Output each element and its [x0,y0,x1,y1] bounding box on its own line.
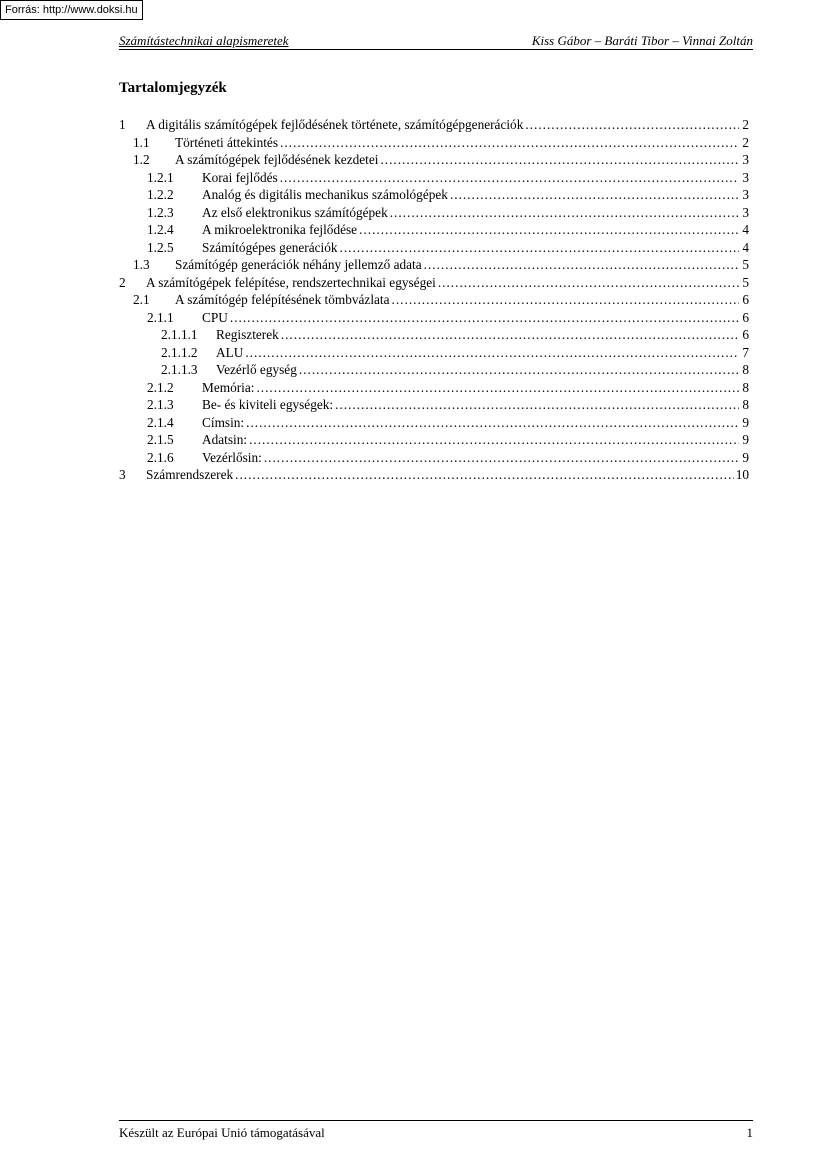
page-footer [119,1120,753,1141]
toc-entry-number: 2.1.1.2 [161,344,198,360]
toc-entry-number: 3 [119,467,126,482]
source-label: Forrás: http://www.doksi.hu [0,0,143,20]
header-authors: Kiss Gábor – Baráti Tibor – Vinnai Zoltán [531,33,753,48]
toc-entry-title: A számítógép felépítésének tömbvázlata [175,292,390,307]
toc-entry-title: Memória: [202,379,255,395]
toc-dot-leader [249,432,739,448]
toc-entry-page: 6 [742,292,749,307]
toc-entry-title: Számrendszerek [146,467,234,482]
toc-entry-page: 9 [742,432,749,447]
toc-entry-title: Történeti áttekintés [175,134,279,150]
toc-entry-title: ALU [216,344,244,360]
toc-entry-number: 1.2.1 [147,169,174,185]
toc-dot-leader [230,310,739,326]
toc-entry-number: 1.2 [133,152,150,167]
toc-entry[interactable] [119,257,749,275]
toc-entry-page: 6 [742,309,749,325]
toc-entry[interactable] [119,380,749,398]
toc-entry-number: 2.1 [133,292,150,307]
toc-dot-leader [256,380,739,396]
header-left-title: Számítástechnikai alapismeretek [119,33,289,48]
toc-entry-page: 4 [742,222,749,237]
toc-entry-page: 2 [742,134,749,150]
toc-entry[interactable] [119,170,749,188]
toc-entry[interactable] [119,450,749,468]
toc-entry-title: Vezérlősin: [202,449,262,465]
toc-entry-title: Számítógépes generációk [202,239,338,255]
toc-title: Tartalomjegyzék [119,80,227,96]
toc-entry-number: 1.3 [133,257,150,272]
toc-dot-leader [235,467,734,483]
toc-entry-page: 5 [742,274,749,290]
toc-entry[interactable] [119,152,749,170]
toc-entry-page: 9 [742,414,749,430]
toc-entry-number: 2.1.5 [147,432,174,447]
toc-entry-page: 3 [742,169,749,185]
toc-entry-number: 2.1.1 [147,309,174,325]
toc-dot-leader [280,135,739,151]
toc-entry-page: 10 [735,467,749,482]
toc-entry[interactable] [119,310,749,328]
toc-dot-leader [335,397,739,413]
toc-entry-title: Számítógép generációk néhány jellemző adata [175,257,422,272]
toc-entry-number: 2.1.3 [147,397,174,412]
toc-entry-number: 1.2.4 [147,222,174,237]
toc-entry-page: 8 [742,397,749,412]
toc-dot-leader [264,450,739,466]
toc-dot-leader [281,327,739,343]
toc-entry-number: 2.1.2 [147,379,174,395]
toc-entry[interactable] [119,415,749,433]
toc-entry-title: A számítógépek felépítése, rendszertechnikai egységei [146,274,436,290]
toc-entry-title: Címsin: [202,414,245,430]
toc-entry[interactable] [119,187,749,205]
toc-entry[interactable] [119,397,749,415]
toc-dot-leader [438,275,739,291]
toc-dot-leader [392,292,739,308]
toc-entry-title: Be- és kiviteli egységek: [202,397,334,412]
toc-entry-title: Korai fejlődés [202,169,278,185]
toc-entry[interactable] [119,327,749,345]
toc-entry-page: 9 [742,449,749,465]
toc-dot-leader [525,117,739,133]
toc-entry-title: Analóg és digitális mechanikus számológépek [202,187,448,202]
toc-entry-number: 1.2.3 [147,204,174,220]
toc-entry-title: A számítógépek fejlődésének kezdetei [175,152,379,167]
toc-dot-leader [450,187,739,203]
toc-dot-leader [424,257,739,273]
toc-entry-title: Az első elektronikus számítógépek [202,204,388,220]
toc-entry-number: 1.2.2 [147,187,174,202]
toc-entry[interactable] [119,467,749,485]
toc-entry-page: 7 [742,344,749,360]
toc-entry-title: Regiszterek [216,327,279,342]
toc-entry[interactable] [119,292,749,310]
toc-entry[interactable] [119,362,749,380]
page-number: 1 [746,1125,753,1140]
toc-entry[interactable] [119,275,749,293]
toc-entry[interactable] [119,222,749,240]
toc-dot-leader [246,415,739,431]
toc-entry-page: 4 [742,239,749,255]
toc-entry-number: 1.2.5 [147,239,174,255]
toc-entry-page: 5 [742,257,749,272]
table-of-contents [119,117,749,485]
toc-entry-number: 2.1.6 [147,449,174,465]
toc-entry-title: Adatsin: [202,432,248,447]
toc-entry[interactable] [119,345,749,363]
toc-dot-leader [340,240,739,256]
toc-entry-page: 8 [742,379,749,395]
toc-entry[interactable] [119,432,749,450]
toc-entry-number: 1.1 [133,134,150,150]
toc-entry-page: 2 [742,117,749,132]
toc-entry-page: 8 [742,362,749,377]
toc-entry-page: 6 [742,327,749,342]
toc-entry-title: Vezérlő egység [216,362,297,377]
toc-entry[interactable] [119,135,749,153]
toc-dot-leader [299,362,739,378]
toc-dot-leader [359,222,739,238]
footer-note: Készült az Európai Unió támogatásával [119,1125,325,1140]
toc-entry-number: 2 [119,274,126,290]
toc-dot-leader [245,345,739,361]
page-header [119,33,753,50]
toc-dot-leader [280,170,739,186]
toc-entry-page: 3 [742,204,749,220]
toc-entry[interactable] [119,240,749,258]
toc-entry-number: 2.1.1.1 [161,327,198,342]
toc-entry-page: 3 [742,187,749,202]
toc-entry-number: 2.1.1.3 [161,362,198,377]
toc-entry[interactable] [119,117,749,135]
toc-entry-page: 3 [742,152,749,167]
toc-entry-title: A digitális számítógépek fejlődésének története, számítógépgenerációk [146,117,524,132]
toc-dot-leader [380,152,739,168]
toc-dot-leader [390,205,739,221]
toc-entry-number: 1 [119,117,126,132]
toc-entry-title: A mikroelektronika fejlődése [202,222,358,237]
toc-entry[interactable] [119,205,749,223]
toc-entry-number: 2.1.4 [147,414,174,430]
toc-entry-title: CPU [202,309,228,325]
